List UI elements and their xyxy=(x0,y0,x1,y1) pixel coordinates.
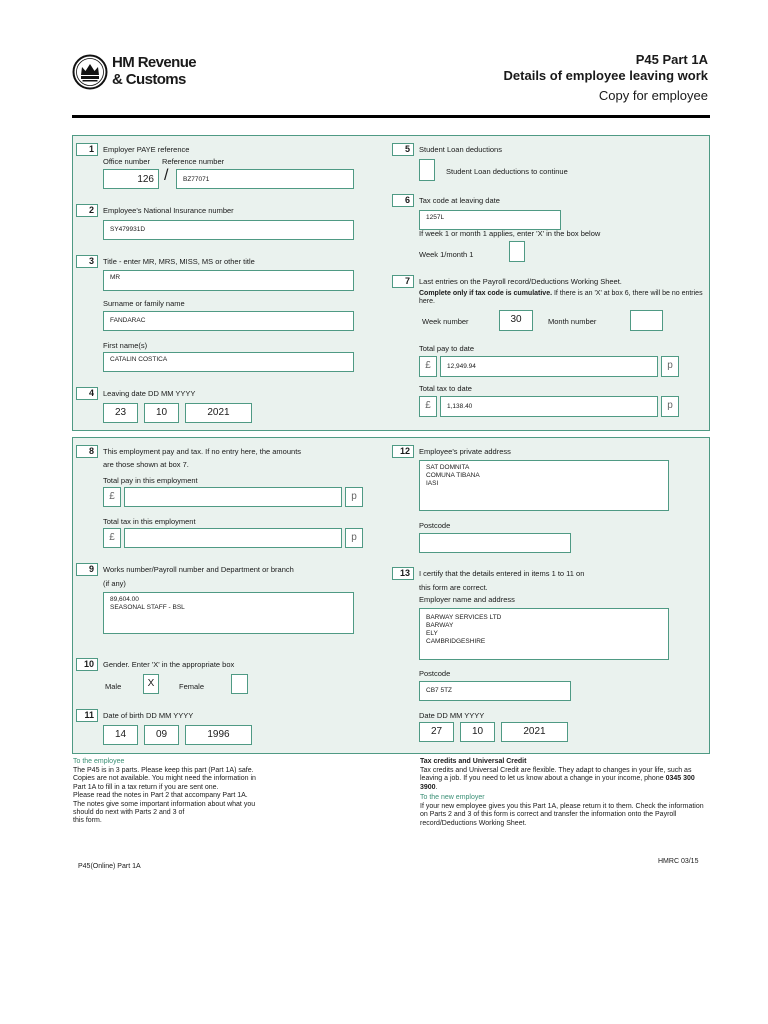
box-12-number: 12 xyxy=(392,445,414,458)
birth-day-field[interactable]: 14 xyxy=(103,725,138,745)
reference-number-label: Reference number xyxy=(162,157,225,166)
first-name-label: First name(s) xyxy=(103,341,148,350)
leaving-year-field[interactable]: 2021 xyxy=(185,403,252,423)
tax-credits-text-end: . xyxy=(435,783,438,791)
leaving-month-field[interactable]: 10 xyxy=(144,403,179,423)
box-5-label: Student Loan deductions xyxy=(419,145,502,154)
certify-day-field[interactable]: 27 xyxy=(419,722,454,742)
box-8-number: 8 xyxy=(76,445,98,458)
box-10-number: 10 xyxy=(76,658,98,671)
box-3-number: 3 xyxy=(76,255,98,268)
logo-line2: & Customs xyxy=(112,71,186,88)
birth-month-field[interactable]: 09 xyxy=(144,725,179,745)
box-8-label-line2: are those shown at box 7. xyxy=(103,460,189,469)
month-number-label: Month number xyxy=(548,317,597,326)
header-rule xyxy=(72,115,710,118)
employment-tax-pound-icon: £ xyxy=(103,528,121,548)
to-employee-body: The P45 is in 3 parts. Please keep this part (Part 1A) safe. Copies are not available. You might need the information in Part 1A to fill in a tax return if you are sent one. Please read the notes in Part 2 that accompany Part 1A. The notes give some important information about what you should do next with Parts 2 and 3 of this form. xyxy=(73,767,256,825)
student-loan-checkbox[interactable] xyxy=(419,159,435,181)
month-number-field[interactable] xyxy=(630,310,663,331)
reference-slash: / xyxy=(164,167,169,184)
pay-to-date-pound-icon: £ xyxy=(419,356,437,377)
week-number-field[interactable]: 30 xyxy=(499,310,533,331)
employment-pay-pence-icon: p xyxy=(345,487,363,507)
week1-label: Week 1/month 1 xyxy=(419,250,474,259)
new-employer-body: If your new employee gives you this Part 1A, please return it to them. Check the information on Parts 2 and 3 of this form is correct and transfer the information onto the Payroll record/Deductions Working Sheet. xyxy=(420,803,704,827)
box-11-label: Date of birth DD MM YYYY xyxy=(103,711,194,720)
box-6-number: 6 xyxy=(392,194,414,207)
form-subtitle: Details of employee leaving work xyxy=(503,68,708,83)
tax-credits-text: Tax credits and Universal Credit are flexible. They adapt to changes in your life, such as leaving a job. If you need to let us know about a change in your income, phone xyxy=(420,767,692,783)
tax-code-field[interactable]: 1257L xyxy=(419,210,561,230)
total-pay-to-date-label: Total pay to date xyxy=(419,344,475,353)
box-7-number: 7 xyxy=(392,275,414,288)
box-13-label-line2: this form are correct. xyxy=(419,583,488,592)
pay-to-date-pence-icon: p xyxy=(661,356,679,377)
employment-tax-pence-icon: p xyxy=(345,528,363,548)
box-6-label: Tax code at leaving date xyxy=(419,196,500,205)
tax-credits-body xyxy=(420,767,710,792)
employment-pay-field[interactable] xyxy=(124,487,342,507)
box-2-number: 2 xyxy=(76,204,98,217)
male-label: Male xyxy=(105,682,122,691)
tax-to-date-field[interactable]: 1,138.40 xyxy=(440,396,658,417)
surname-label: Surname or family name xyxy=(103,299,185,308)
employment-pay-pound-icon: £ xyxy=(103,487,121,507)
ni-number-field[interactable]: SY479931D xyxy=(103,220,354,240)
male-checkbox[interactable]: X xyxy=(143,674,159,694)
certify-year-field[interactable]: 2021 xyxy=(501,722,568,742)
tax-credits-heading: Tax credits and Universal Credit xyxy=(420,758,527,765)
hmrc-reference: HMRC 03/15 xyxy=(658,858,699,865)
box-9-label-line1: Works number/Payroll number and Department or branch xyxy=(103,565,294,574)
box-13-label-line1: I certify that the details entered in items 1 to 11 on xyxy=(419,569,585,578)
new-employer-heading: To the new employer xyxy=(420,794,485,801)
box-7-note xyxy=(419,290,709,306)
total-pay-employment-label: Total pay in this employment xyxy=(103,476,198,485)
box-3-label: Title - enter MR, MRS, MISS, MS or other title xyxy=(103,257,255,266)
employer-postcode-field[interactable]: CB7 5TZ xyxy=(419,681,571,701)
form-title: P45 Part 1A xyxy=(635,52,708,67)
to-employee-heading: To the employee xyxy=(73,758,125,765)
tax-to-date-pence-icon: p xyxy=(661,396,679,417)
office-number-field[interactable]: 126 xyxy=(103,169,159,189)
box-1-label: Employer PAYE reference xyxy=(103,145,190,154)
total-tax-employment-label: Total tax in this employment xyxy=(103,517,196,526)
certify-date-label: Date DD MM YYYY xyxy=(419,711,485,720)
student-loan-continue-label: Student Loan deductions to continue xyxy=(446,167,568,176)
first-name-field[interactable]: CATALIN COSTICA xyxy=(103,352,354,372)
works-number-field[interactable]: 89,604.00 SEASONAL STAFF - BSL xyxy=(103,592,354,634)
box-4-number: 4 xyxy=(76,387,98,400)
box-9-number: 9 xyxy=(76,563,98,576)
office-number-label: Office number xyxy=(103,157,150,166)
employer-postcode-label: Postcode xyxy=(419,669,451,678)
private-address-field[interactable]: SAT DOMNITA COMUNA TIBANA IASI xyxy=(419,460,669,511)
box-12-label: Employee's private address xyxy=(419,447,511,456)
employment-tax-field[interactable] xyxy=(124,528,342,548)
box-10-label: Gender. Enter 'X' in the appropriate box xyxy=(103,660,235,669)
employer-name-label: Employer name and address xyxy=(419,595,515,604)
private-postcode-label: Postcode xyxy=(419,521,451,530)
copy-label: Copy for employee xyxy=(598,88,708,103)
employer-address-field[interactable]: BARWAY SERVICES LTD BARWAY ELY CAMBRIDGESHIRE xyxy=(419,608,669,660)
private-postcode-field[interactable] xyxy=(419,533,571,553)
birth-year-field[interactable]: 1996 xyxy=(185,725,252,745)
total-tax-to-date-label: Total tax to date xyxy=(419,384,472,393)
box-7-note-rest: If there is an 'X' at box 6, there will be no entries here. xyxy=(419,290,703,305)
week1-checkbox[interactable] xyxy=(509,241,525,262)
pay-to-date-field[interactable]: 12,949.94 xyxy=(440,356,658,377)
surname-field[interactable]: FANDARAC xyxy=(103,311,354,331)
box-13-number: 13 xyxy=(392,567,414,580)
box-8-label-line1: This employment pay and tax. If no entry here, the amounts xyxy=(103,447,302,456)
box-4-label: Leaving date DD MM YYYY xyxy=(103,389,196,398)
title-field[interactable]: MR xyxy=(103,270,354,291)
form-reference: P45(Online) Part 1A xyxy=(78,863,141,870)
reference-number-field[interactable]: BZ77071 xyxy=(176,169,354,189)
hmrc-logo xyxy=(72,53,212,93)
box-1-number: 1 xyxy=(76,143,98,156)
box-9-label-line2: (if any) xyxy=(103,579,126,588)
crown-crest-icon xyxy=(72,54,108,90)
week-number-label: Week number xyxy=(422,317,469,326)
tax-to-date-pound-icon: £ xyxy=(419,396,437,417)
box-11-number: 11 xyxy=(76,709,98,722)
box-2-label: Employee's National Insurance number xyxy=(103,206,234,215)
box-5-number: 5 xyxy=(392,143,414,156)
female-checkbox[interactable] xyxy=(231,674,248,694)
certify-month-field[interactable]: 10 xyxy=(460,722,495,742)
tax-credits-phone: 0345 300 3900 xyxy=(420,775,695,791)
leaving-day-field[interactable]: 23 xyxy=(103,403,138,423)
female-label: Female xyxy=(179,682,205,691)
week1-note: If week 1 or month 1 applies, enter 'X' in the box below xyxy=(419,229,601,238)
box-7-label: Last entries on the Payroll record/Deductions Working Sheet. xyxy=(419,277,622,286)
box-7-note-bold: Complete only if tax code is cumulative. xyxy=(419,290,553,297)
logo-line1: HM Revenue xyxy=(112,54,197,71)
